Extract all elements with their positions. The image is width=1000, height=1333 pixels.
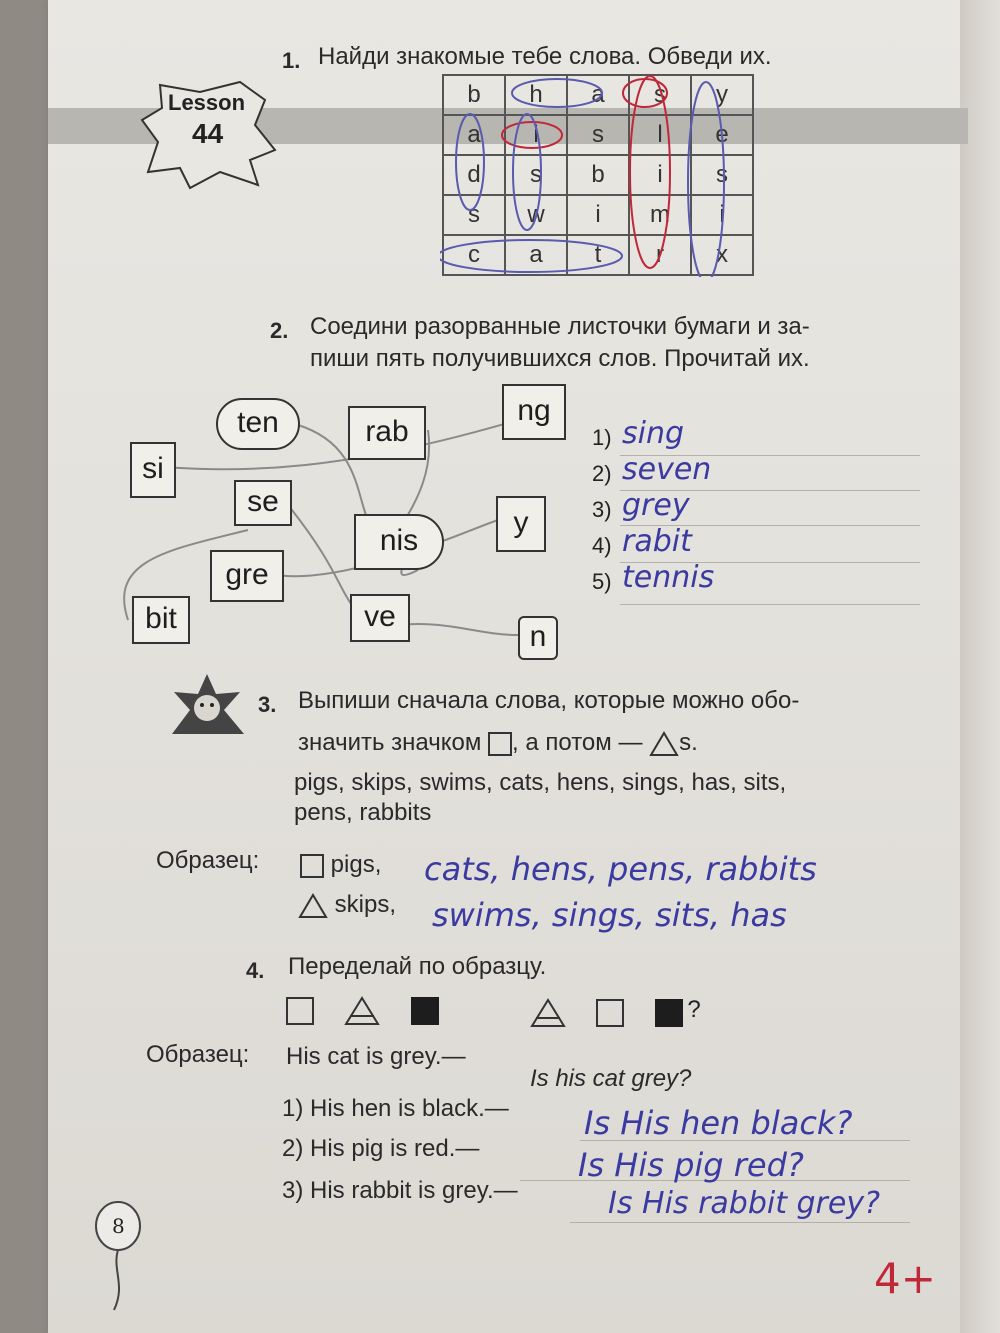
task3-text-line2 <box>298 728 698 758</box>
task4-item3: 3) His rabbit is grey.— <box>282 1177 518 1204</box>
task3-sample1 <box>300 850 381 880</box>
square-icon <box>300 854 324 878</box>
task2-text-line1: Соедини разорванные листочки бумаги и за- <box>310 313 810 340</box>
task3-text-part: значить значком <box>298 729 482 756</box>
fragment-ve: ve <box>350 594 410 642</box>
grid-cell: a <box>505 235 567 275</box>
task3-sample-label: Образец: <box>156 847 260 874</box>
question-mark: ? <box>687 996 701 1023</box>
grid-cell: s <box>691 155 753 195</box>
grid-cell: a <box>567 75 629 115</box>
task4-text: Переделай по образцу. <box>288 953 547 980</box>
task3-handwritten-answer2: swims, sings, sits, has <box>432 896 787 934</box>
task4-number: 4. <box>246 958 265 983</box>
grid-cell: s <box>505 155 567 195</box>
page-number: 8 <box>112 1214 125 1238</box>
task3-words-line2: pens, rabbits <box>294 799 432 826</box>
grid-cell: y <box>691 75 753 115</box>
grid-cell: w <box>505 195 567 235</box>
fragment-bit: bit <box>132 596 190 644</box>
handwritten-answer: rabit <box>622 524 692 559</box>
fragment-se: se <box>234 480 292 526</box>
fragment-gre: gre <box>210 550 284 602</box>
answer-num: 3) <box>592 497 612 522</box>
grid-cell: e <box>691 115 753 155</box>
sample-word: pigs, <box>330 851 382 878</box>
lesson-label: Lesson <box>168 90 246 115</box>
triangle-icon <box>530 998 566 1028</box>
fragment-y: y <box>496 496 546 552</box>
grid-cell: a <box>443 115 505 155</box>
grid-cell: t <box>567 235 629 275</box>
task4-symbols-left <box>286 996 439 1026</box>
task4-sample-answer: Is his cat grey? <box>530 1065 692 1092</box>
task3-text-part: , а потом — <box>512 729 643 756</box>
task4-sample-text: His cat is grey.— <box>286 1043 466 1070</box>
filled-square-icon <box>655 999 683 1027</box>
handwritten-answer: grey <box>622 488 690 523</box>
answer-num: 5) <box>592 569 612 594</box>
fragment-ten: ten <box>216 398 300 450</box>
grid-cell: x <box>691 235 753 275</box>
handwritten-answer: tennis <box>622 560 715 595</box>
triangle-icon <box>344 996 380 1026</box>
grid-cell: i <box>505 115 567 155</box>
task4-sample-label: Образец: <box>146 1041 250 1068</box>
fragment-rab: rab <box>348 406 426 460</box>
grid-cell: i <box>567 195 629 235</box>
answer-num: 2) <box>592 461 612 486</box>
task4-answer2: Is His pig red? <box>578 1146 804 1184</box>
grade-mark: 4+ <box>874 1254 936 1303</box>
task4-answer1: Is His hen black? <box>584 1104 853 1142</box>
grid-cell: d <box>443 155 505 195</box>
grid-cell: r <box>629 235 691 275</box>
task4-symbols-right <box>530 996 701 1028</box>
grid-cell: b <box>567 155 629 195</box>
task4-item1: 1) His hen is black.— <box>282 1095 509 1122</box>
task3-words-line1: pigs, skips, swims, cats, hens, sings, has, sits, <box>294 769 787 796</box>
sample-word: skips, <box>334 891 397 918</box>
task3-text-line1: Выпиши сначала слова, которые можно обо- <box>298 687 800 714</box>
grid-cell: h <box>505 75 567 115</box>
answer-line <box>620 604 920 605</box>
grid-cell: c <box>443 235 505 275</box>
answer-num: 4) <box>592 533 612 558</box>
square-icon <box>596 999 624 1027</box>
task3-sample2 <box>298 890 396 920</box>
task1-number: 1. <box>282 48 301 73</box>
grid-cell: s <box>629 75 691 115</box>
star-mascot-icon <box>168 672 246 738</box>
task3-number: 3. <box>258 692 277 717</box>
triangle-icon <box>298 893 328 919</box>
grid-cell: s <box>567 115 629 155</box>
handwritten-answer: sing <box>622 416 685 451</box>
handwritten-answer: seven <box>622 452 712 487</box>
task2-answers <box>622 416 714 596</box>
grid-cell: s <box>443 195 505 235</box>
answer-line <box>570 1222 910 1223</box>
square-icon <box>286 997 314 1025</box>
answer-num: 1) <box>592 425 612 450</box>
triangle-icon <box>649 731 679 757</box>
task4-item2: 2) His pig is red.— <box>282 1135 480 1162</box>
task3-text-part: s. <box>679 729 698 756</box>
fragment-n: n <box>518 616 558 660</box>
task3-handwritten-answer1: cats, hens, pens, rabbits <box>424 850 817 888</box>
task1-text: Найди знакомые тебе слова. Обведи их. <box>318 43 772 70</box>
grid-cell: b <box>443 75 505 115</box>
task2-answer-numbers <box>592 420 612 600</box>
square-icon <box>488 732 512 756</box>
task2-text-line2: пиши пять получившихся слов. Прочитай их. <box>310 345 810 372</box>
fragment-ng: ng <box>502 384 566 440</box>
grid-cell: i <box>629 155 691 195</box>
fragment-si: si <box>130 442 176 498</box>
task2-number: 2. <box>270 318 289 343</box>
filled-square-icon <box>411 997 439 1025</box>
grid-cell: l <box>629 115 691 155</box>
fragment-nis: nis <box>354 514 444 570</box>
grid-circles <box>440 72 740 277</box>
grid-cell: m <box>629 195 691 235</box>
next-page-edge <box>960 0 1000 1333</box>
lesson-number: 44 <box>192 118 224 149</box>
task4-answer3: Is His rabbit grey? <box>608 1186 881 1221</box>
grid-cell: i <box>691 195 753 235</box>
